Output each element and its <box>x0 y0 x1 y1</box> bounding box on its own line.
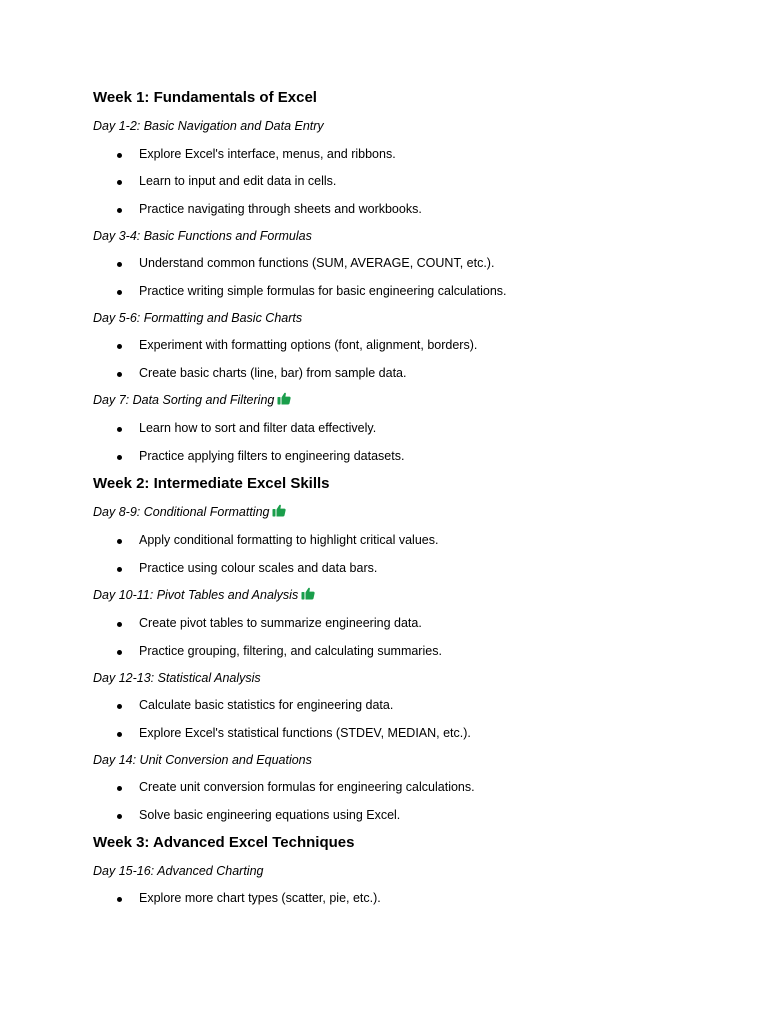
week-section <box>93 474 733 824</box>
thumbs-up-icon <box>277 392 291 410</box>
list-item <box>93 365 733 382</box>
day-heading-text: Day 14: Unit Conversion and Equations <box>93 752 312 767</box>
day-heading <box>93 863 733 880</box>
bullet-icon <box>117 262 122 267</box>
day-heading <box>93 587 733 605</box>
list-item <box>93 725 733 742</box>
document-body <box>93 88 733 907</box>
bullet-icon <box>117 539 122 544</box>
list-item-text: Create basic charts (line, bar) from sample data. <box>139 365 407 380</box>
list-item <box>93 532 733 549</box>
list-item <box>93 201 733 218</box>
day-heading-text: Day 8-9: Conditional Formatting <box>93 504 270 519</box>
list-item-text: Practice navigating through sheets and workbooks. <box>139 201 422 216</box>
list-item <box>93 255 733 272</box>
bullet-icon <box>117 208 122 213</box>
day-heading <box>93 504 733 522</box>
bullet-list <box>93 337 733 382</box>
list-item <box>93 283 733 300</box>
bullet-list <box>93 420 733 465</box>
day-heading <box>93 118 733 135</box>
day-block <box>93 118 733 218</box>
list-item <box>93 779 733 796</box>
day-block <box>93 752 733 824</box>
week-section <box>93 833 733 908</box>
list-item <box>93 560 733 577</box>
list-item-text: Create pivot tables to summarize engineering data. <box>139 616 422 630</box>
bullet-list <box>93 779 733 824</box>
day-heading-text: Day 15-16: Advanced Charting <box>93 863 264 878</box>
day-heading-text: Day 10-11: Pivot Tables and Analysis <box>93 587 299 602</box>
day-heading <box>93 228 733 245</box>
week-section <box>93 88 733 465</box>
day-heading <box>93 752 733 769</box>
bullet-list <box>93 255 733 300</box>
day-heading <box>93 392 733 410</box>
bullet-icon <box>117 786 122 791</box>
day-heading-text: Day 12-13: Statistical Analysis <box>93 670 261 685</box>
bullet-icon <box>117 814 122 819</box>
day-heading <box>93 670 733 687</box>
list-item <box>93 146 733 163</box>
list-item <box>93 448 733 465</box>
list-item <box>93 420 733 437</box>
list-item <box>93 697 733 714</box>
day-block <box>93 670 733 742</box>
week-heading: Week 3: Advanced Excel Techniques <box>93 833 355 851</box>
week-heading: Week 2: Intermediate Excel Skills <box>93 474 330 492</box>
list-item-text: Practice writing simple formulas for basic engineering calculations. <box>139 283 507 298</box>
list-item-text: Explore Excel's interface, menus, and ribbons. <box>139 146 396 161</box>
list-item-text: Explore Excel's statistical functions (STDEV, MEDIAN, etc.). <box>139 725 471 740</box>
list-item-text: Learn to input and edit data in cells. <box>139 174 337 188</box>
bullet-list <box>93 532 733 577</box>
list-item <box>93 643 733 660</box>
bullet-icon <box>117 344 122 349</box>
day-heading <box>93 310 733 327</box>
day-block <box>93 587 733 660</box>
day-block <box>93 310 733 382</box>
day-heading-text: Day 7: Data Sorting and Filtering <box>93 392 275 407</box>
bullet-list <box>93 615 733 660</box>
day-block <box>93 504 733 577</box>
week-heading: Week 1: Fundamentals of Excel <box>93 89 317 106</box>
list-item-text: Practice using colour scales and data bars. <box>139 560 378 575</box>
bullet-icon <box>117 153 122 158</box>
list-item-text: Explore more chart types (scatter, pie, etc.). <box>139 891 381 905</box>
bullet-list <box>93 890 733 907</box>
bullet-icon <box>117 290 122 295</box>
day-block <box>93 228 733 300</box>
list-item <box>93 890 733 907</box>
bullet-list <box>93 697 733 742</box>
bullet-icon <box>117 180 122 185</box>
list-item <box>93 615 733 632</box>
bullet-icon <box>117 372 122 377</box>
list-item-text: Apply conditional formatting to highlight critical values. <box>139 533 439 547</box>
bullet-icon <box>117 567 122 572</box>
list-item-text: Learn how to sort and filter data effectively. <box>139 421 377 435</box>
thumbs-up-icon <box>301 587 315 605</box>
bullet-icon <box>117 427 122 432</box>
bullet-icon <box>117 622 122 627</box>
list-item-text: Experiment with formatting options (font, alignment, borders). <box>139 338 478 352</box>
list-item-text: Practice applying filters to engineering datasets. <box>139 448 405 463</box>
day-heading-text: Day 3-4: Basic Functions and Formulas <box>93 228 312 243</box>
list-item <box>93 807 733 824</box>
list-item <box>93 173 733 190</box>
day-block <box>93 392 733 465</box>
day-block <box>93 863 733 908</box>
bullet-icon <box>117 704 122 709</box>
list-item-text: Practice grouping, filtering, and calculating summaries. <box>139 643 442 658</box>
bullet-icon <box>117 897 122 902</box>
list-item-text: Create unit conversion formulas for engineering calculations. <box>139 780 475 794</box>
list-item-text: Solve basic engineering equations using Excel. <box>139 807 401 822</box>
bullet-icon <box>117 650 122 655</box>
list-item-text: Calculate basic statistics for engineering data. <box>139 698 394 712</box>
bullet-icon <box>117 455 122 460</box>
bullet-icon <box>117 732 122 737</box>
list-item-text: Understand common functions (SUM, AVERAGE, COUNT, etc.). <box>139 256 495 270</box>
bullet-list <box>93 146 733 218</box>
day-heading-text: Day 5-6: Formatting and Basic Charts <box>93 310 303 325</box>
day-heading-text: Day 1-2: Basic Navigation and Data Entry <box>93 119 324 133</box>
thumbs-up-icon <box>272 504 286 522</box>
list-item <box>93 337 733 354</box>
